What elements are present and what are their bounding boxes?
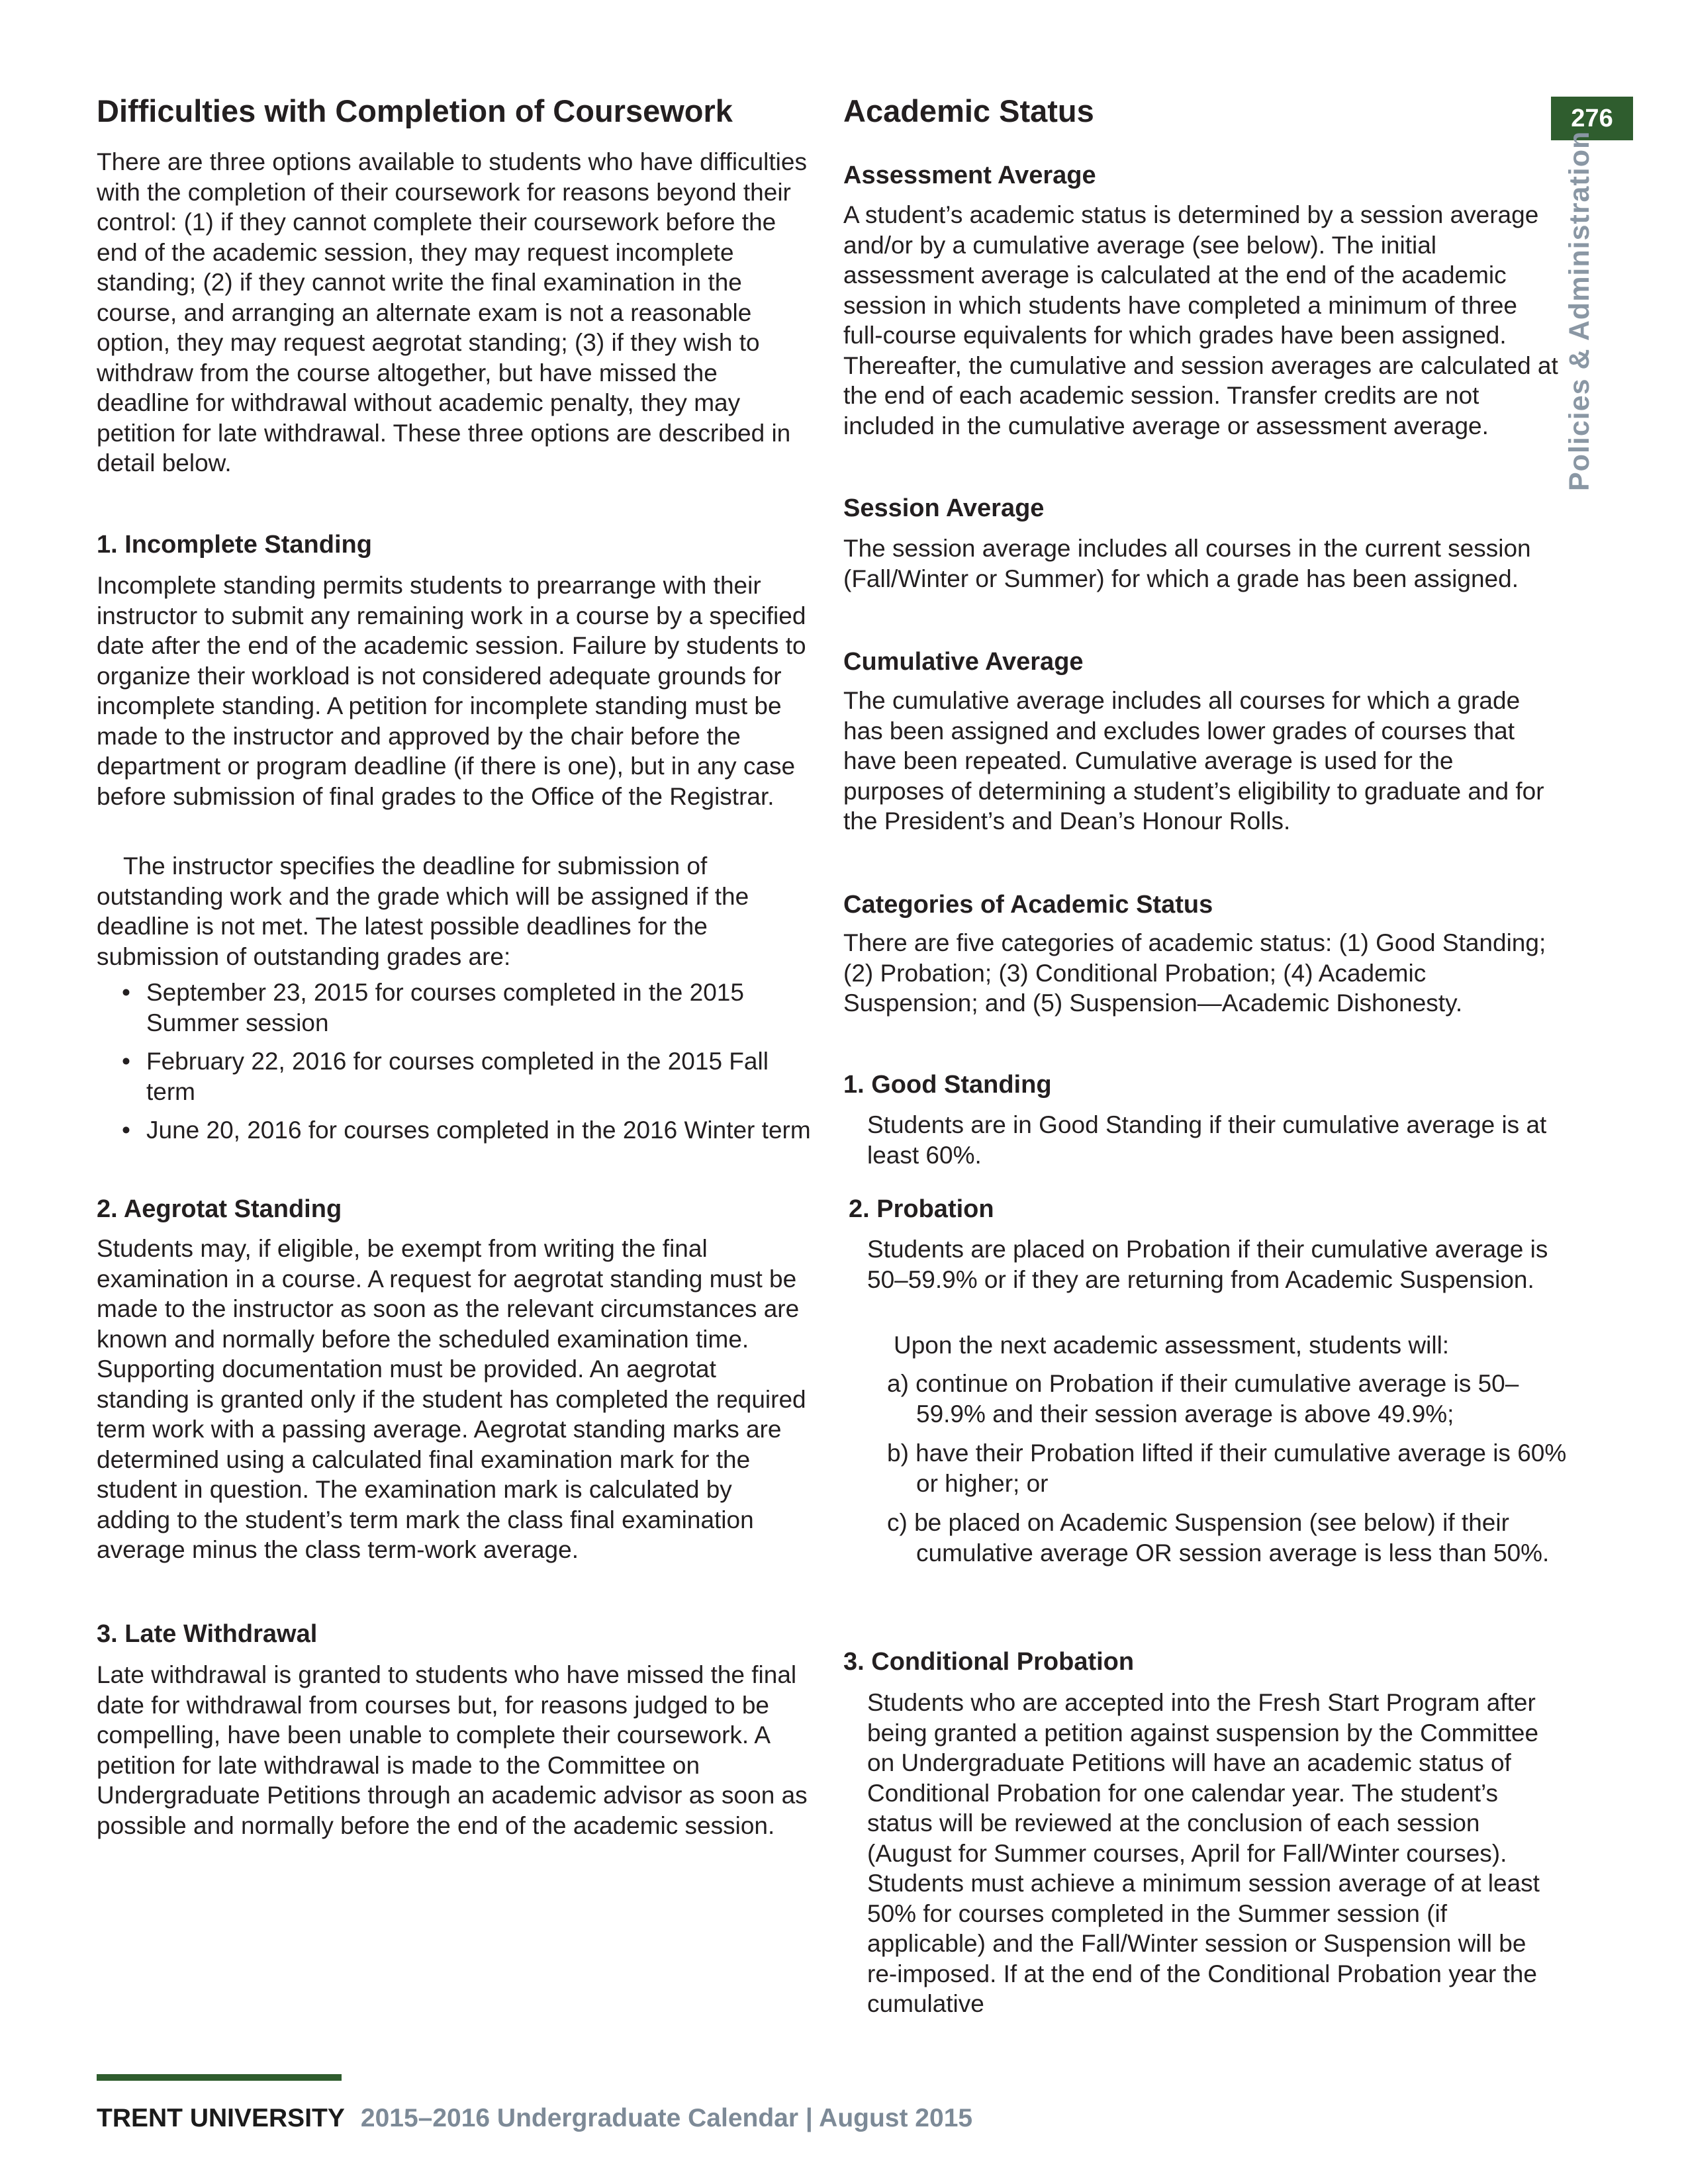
probation-outcomes-list [843,1369,1571,1568]
intro-paragraph: There are three options available to students who have difficulties with the completion of their coursework for reasons beyond their control: (1) if they cannot complete their coursework before the end of the academic session, they may request incomplete standing; (2) if they cannot write the final examination in the course, and arranging an alternate exam is not a reasonable option, they may request aegrotat standing; (3) if they wish to withdraw from the course altogether, but have missed the deadline for withdrawal without academic penalty, they may petition for late withdrawal. These three options are described in detail below. [97,148,807,477]
good-standing-paragraph: Students are in Good Standing if their cumulative average is at least 60%. [867,1111,1547,1169]
side-section-text: Policies & Administration [1564,130,1595,491]
footer-rule [97,2074,342,2081]
list-item: c) be placed on Academic Suspension (see below) if their cumulative average OR session average is less than 50%. [887,1509,1550,1567]
heading-assessment-average: Assessment Average [843,161,1096,189]
incomplete-paragraph-2: The instructor specifies the deadline for submission of outstanding work and the grade which will be assigned if the deadline is not met. The latest possible deadlines for the submission of outstanding grades are: [97,852,749,970]
categories-paragraph: There are five categories of academic status: (1) Good Standing; (2) Probation; (3) Conditional Probation; (4) Academic Suspension; and (5) Suspension—Academic Dishonesty. [843,929,1546,1017]
heading-conditional-probation: 3. Conditional Probation [843,1648,1135,1676]
list-item: • February 22, 2016 for courses completed in the 2015 Fall term [97,1046,812,1107]
footer-calendar: 2015–2016 Undergraduate Calendar | August 2015 [360,2104,973,2132]
page-number-badge: 276 [1551,97,1633,140]
section-title-academic-status: Academic Status [843,93,1094,128]
deadline-list [97,978,812,1146]
heading-incomplete-standing: 1. Incomplete Standing [97,531,372,559]
heading-late-withdrawal: 3. Late Withdrawal [97,1620,318,1648]
heading-session-average: Session Average [843,494,1045,522]
footer-university: TRENT UNIVERSITY [97,2104,345,2132]
heading-probation: 2. Probation [849,1195,994,1223]
assessment-paragraph: A student’s academic status is determined by a session average and/or by a cumulative average (see below). The initial assessment average is calculated at the end of the academic session in which students have completed a minimum of three full-course equivalents for which grades have been assigned. Thereafter, the cumulative and session averages are calculated at the end of each academic session. Transfer credits are not included in the cumulative average or assessment average. [843,201,1558,439]
list-item: • June 20, 2016 for courses completed in the 2016 Winter term [97,1115,812,1146]
list-item: • September 23, 2015 for courses completed in the 2015 Summer session [97,978,812,1038]
aegrotat-paragraph: Students may, if eligible, be exempt from writing the final examination in a course. A request for aegrotat standing must be made to the instructor as soon as the relevant circumstances are known and normally before the scheduled examination time. Supporting documentation must be provided. An aegrotat standing is granted only if the student has completed the required term work with a passing average. Aegrotat standing marks are determined using a calculated final examination mark for the student in question. The examination mark is calculated by adding to the student’s term mark the class final examination average minus the class term-work average. [97,1235,806,1563]
probation-paragraph: Students are placed on Probation if their cumulative average is 50–59.9% or if they are returning from Academic Suspension. [867,1236,1548,1293]
late-withdrawal-paragraph: Late withdrawal is granted to students who have missed the final date for withdrawal from courses but, for reasons judged to be compelling, have been unable to complete their coursework. A petition for late withdrawal is made to the Committee on Undergraduate Petitions through an academic advisor as soon as possible and normally before the end of the academic session. [97,1661,808,1839]
footer [97,2102,972,2135]
section-title-coursework: Difficulties with Completion of Coursework [97,93,733,128]
session-paragraph: The session average includes all courses in the current session (Fall/Winter or Summer) for which a grade has been assigned. [843,535,1531,592]
conditional-probation-paragraph: Students who are accepted into the Fresh Start Program after being granted a petition against suspension by the Committee on Undergraduate Petitions will have an academic status of Conditional Probation for one calendar year. The student’s status will be reviewed at the conclusion of each session (August for Summer courses, April for Fall/Winter courses). Students must achieve a minimum session average of at least 50% for courses completed in the Summer session (if applicable) and the Fall/Winter session or Suspension will be re-imposed. If at the end of the Conditional Probation year the cumulative [867,1689,1540,2017]
cumulative-paragraph: The cumulative average includes all courses for which a grade has been assigned and excludes lower grades of courses that have been repeated. Cumulative average is used for the purposes of determining a student’s eligibility to graduate and for the President’s and Dean’s Honour Rolls. [843,687,1544,835]
heading-good-standing: 1. Good Standing [843,1071,1052,1099]
incomplete-paragraph-1: Incomplete standing permits students to prearrange with their instructor to submit any remaining work in a course by a specified date after the end of the academic session. Failure by students to organize their workload is not considered adequate grounds for incomplete standing. A petition for incomplete standing must be made to the instructor and approved by the chair before the department or program deadline (if there is one), but in any case before submission of final grades to the Office of the Registrar. [97,572,806,810]
heading-aegrotat-standing: 2. Aegrotat Standing [97,1195,342,1223]
heading-cumulative-average: Cumulative Average [843,648,1084,676]
list-item: a) continue on Probation if their cumulative average is 50–59.9% and their session average is above 49.9%; [887,1370,1519,1428]
list-item: b) have their Probation lifted if their cumulative average is 60% or higher; or [887,1439,1567,1497]
heading-categories: Categories of Academic Status [843,891,1213,919]
probation-next-assessment: Upon the next academic assessment, students will: [894,1332,1450,1359]
